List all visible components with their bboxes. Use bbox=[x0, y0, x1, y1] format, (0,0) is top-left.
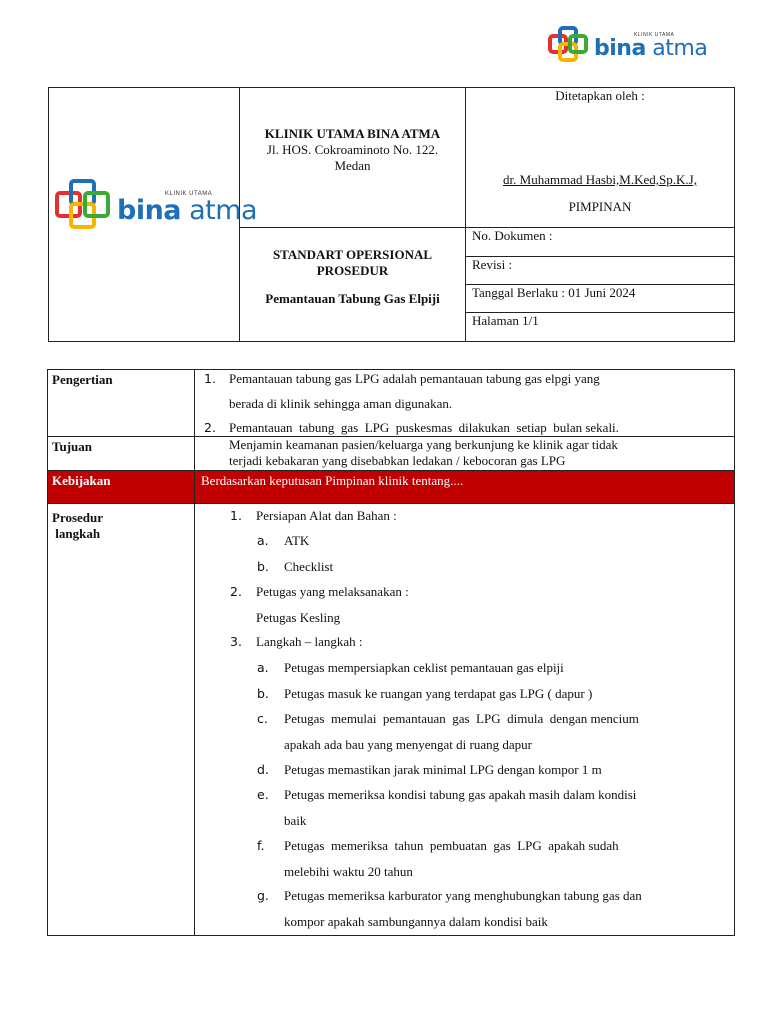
signer-name: dr. Muhammad Hasbi,M.Ked,Sp.K.J, bbox=[503, 172, 697, 187]
list-letter: c. bbox=[257, 711, 268, 726]
doc-effective-date: Tanggal Berlaku : 01 Juni 2024 bbox=[466, 285, 735, 313]
list-letter: e. bbox=[257, 787, 269, 802]
list-number: 1. bbox=[204, 371, 216, 386]
list-number: 2. bbox=[230, 584, 242, 599]
step2-text: Petugas yang melaksanakan : bbox=[256, 584, 409, 599]
clinic-cell bbox=[240, 88, 466, 228]
sop-body-table bbox=[47, 369, 735, 936]
list-letter: b. bbox=[257, 686, 269, 701]
logo-brand-bold: bina bbox=[594, 35, 646, 61]
tujuan-line1: Menjamin keamanan pasien/keluarga yang berkunjung ke klinik agar tidak bbox=[229, 437, 618, 452]
step1-sub-b: Checklist bbox=[284, 559, 334, 574]
prosedur-cell bbox=[195, 504, 735, 936]
doc-type-line2: PROSEDUR bbox=[316, 263, 389, 278]
prosedur-label-line2: langkah bbox=[52, 526, 101, 541]
logo-small-text: KLINIK UTAMA bbox=[634, 31, 675, 38]
list-letter: d. bbox=[257, 762, 269, 777]
step3-sub-f-line2: melebihi waktu 20 tahun bbox=[284, 864, 413, 879]
brand-logo-cell bbox=[53, 177, 257, 237]
logo-brand-light: atma bbox=[189, 194, 258, 226]
tujuan-cell bbox=[195, 437, 735, 471]
step3-sub-b: Petugas masuk ke ruangan yang terdapat gas LPG ( dapur ) bbox=[284, 686, 593, 701]
logo-small-text: KLINIK UTAMA bbox=[165, 190, 213, 197]
pengertian-label: Pengertian bbox=[48, 370, 195, 437]
list-letter: b. bbox=[257, 559, 269, 574]
doc-revision: Revisi : bbox=[466, 257, 735, 285]
step3-sub-c-line1: Petugas memulai pemantauan gas LPG dimula dengan mencium bbox=[284, 711, 639, 726]
step3-sub-g-line2: kompor apakah sambungannya dalam kondisi baik bbox=[284, 914, 548, 929]
list-number: 1. bbox=[230, 508, 242, 523]
step3-sub-e-line2: baik bbox=[284, 813, 307, 828]
tujuan-label: Tujuan bbox=[48, 437, 195, 471]
doc-page: Halaman 1/1 bbox=[466, 313, 735, 342]
clinic-name: KLINIK UTAMA BINA ATMA bbox=[264, 126, 441, 141]
step3-sub-g-line1: Petugas memeriksa karburator yang menghubungkan tabung gas dan bbox=[284, 888, 642, 903]
signer-title: PIMPINAN bbox=[568, 199, 632, 214]
pengertian-item-1-line1: Pemantauan tabung gas LPG adalah pemantauan tabung gas elpgi yang bbox=[229, 371, 600, 386]
set-by-label: Ditetapkan oleh : bbox=[555, 88, 645, 103]
step3-sub-c-line2: apakah ada bau yang menyengat di ruang dapur bbox=[284, 737, 532, 752]
kebijakan-label: Kebijakan bbox=[48, 471, 195, 504]
logo-brand-light: atma bbox=[652, 35, 708, 61]
doc-number: No. Dokumen : bbox=[466, 228, 735, 257]
prosedur-label-cell bbox=[48, 504, 195, 936]
kebijakan-text: Berdasarkan keputusan Pimpinan klinik tentang.... bbox=[195, 471, 735, 504]
list-letter: f. bbox=[257, 838, 265, 853]
doc-type-line1: STANDART OPERSIONAL bbox=[272, 247, 433, 262]
logo-brand-bold: bina bbox=[117, 194, 182, 226]
step2-detail: Petugas Kesling bbox=[256, 610, 341, 625]
step3-text: Langkah – langkah : bbox=[256, 634, 363, 649]
tujuan-line2: terjadi kebakaran yang disebabkan ledakan / kebocoran gas LPG bbox=[229, 453, 566, 468]
step3-sub-d: Petugas memastikan jarak minimal LPG dengan kompor 1 m bbox=[284, 762, 602, 777]
step1-text: Persiapan Alat dan Bahan : bbox=[256, 508, 397, 523]
pengertian-cell bbox=[195, 370, 735, 437]
address-line1: Jl. HOS. Cokroaminoto No. 122. bbox=[266, 142, 439, 157]
pengertian-item-2: Pemantauan tabung gas LPG puskesmas dilakukan setiap bulan sekali. bbox=[229, 420, 619, 435]
step3-sub-f-line1: Petugas memeriksa tahun pembuatan gas LPG apakah sudah bbox=[284, 838, 619, 853]
sop-cell bbox=[240, 228, 466, 342]
logo-mark-icon bbox=[546, 24, 590, 68]
prosedur-label-line1: Prosedur bbox=[52, 510, 104, 525]
pengertian-item-1-line2: berada di klinik sehingga aman digunakan. bbox=[229, 396, 453, 411]
list-letter: a. bbox=[257, 660, 269, 675]
logo-mark-icon bbox=[53, 177, 113, 237]
step3-sub-e-line1: Petugas memeriksa kondisi tabung gas apakah masih dalam kondisi bbox=[284, 787, 637, 802]
list-number: 3. bbox=[230, 634, 242, 649]
list-letter: a. bbox=[257, 533, 269, 548]
list-number: 2. bbox=[204, 420, 216, 435]
step3-sub-a: Petugas mempersiapkan ceklist pemantauan gas elpiji bbox=[284, 660, 564, 675]
step1-sub-a: ATK bbox=[284, 533, 310, 548]
doc-title: Pemantauan Tabung Gas Elpiji bbox=[265, 291, 440, 306]
list-letter: g. bbox=[257, 888, 269, 903]
brand-logo-top bbox=[546, 24, 707, 68]
approval-cell bbox=[466, 88, 735, 228]
address-line2: Medan bbox=[334, 158, 371, 173]
